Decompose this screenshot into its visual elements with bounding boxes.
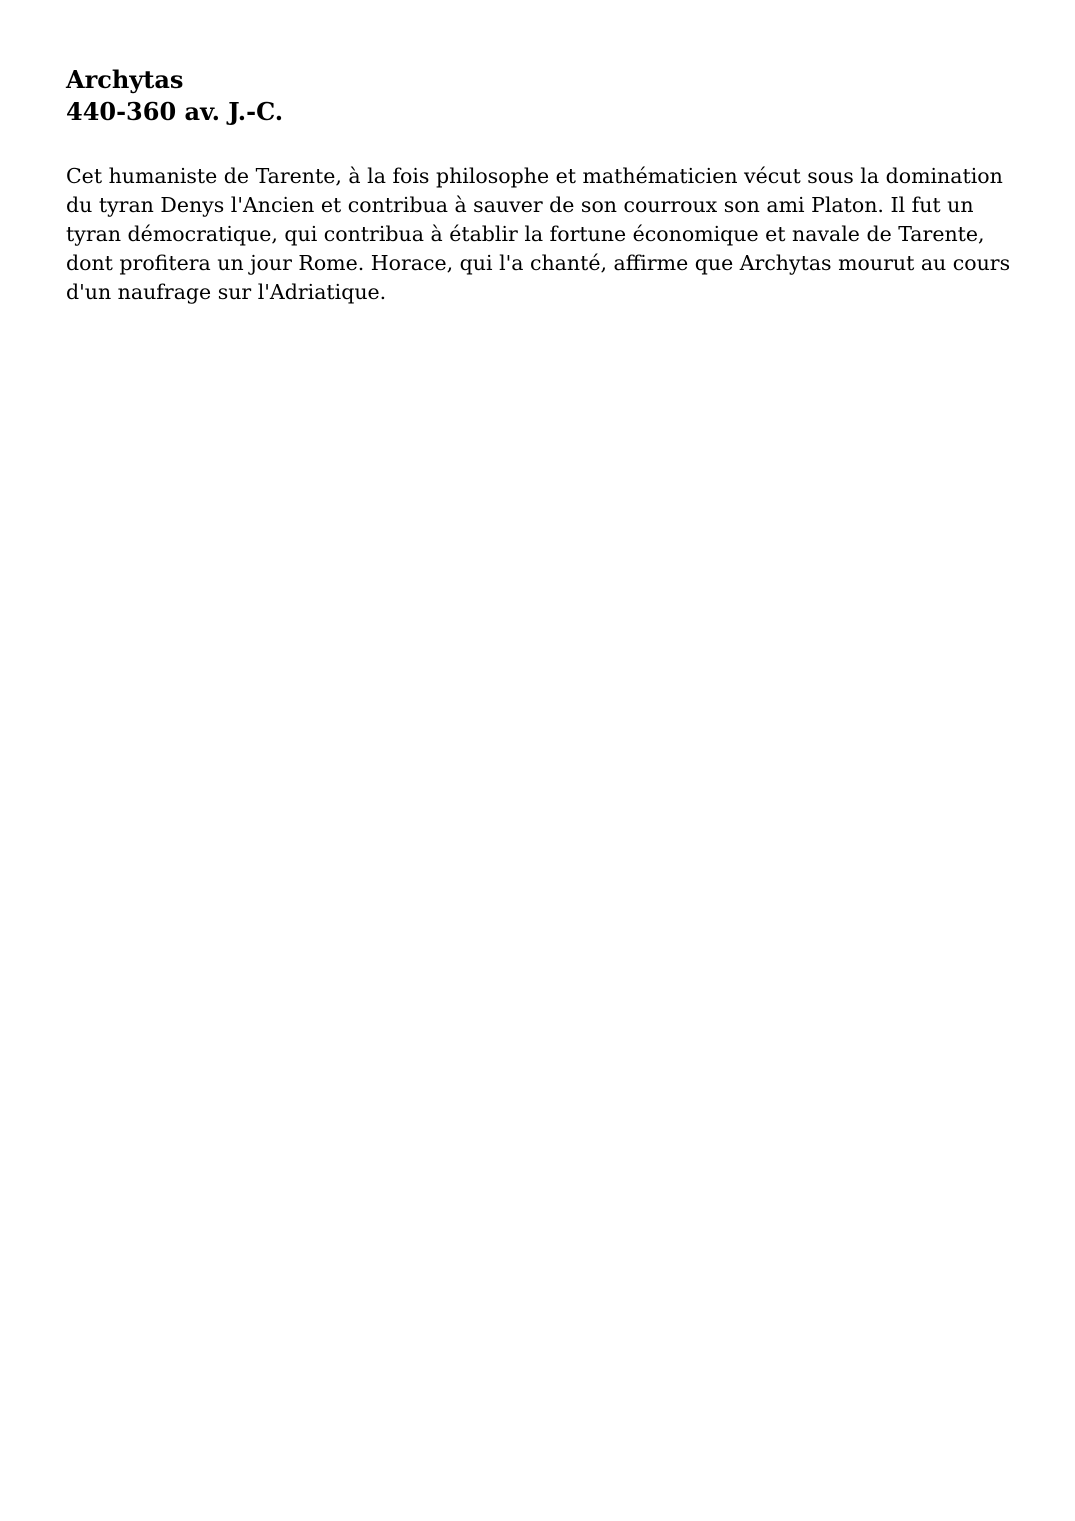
article-dates: 440-360 av. J.-C. [66,97,284,126]
document-page [66,64,1011,307]
article-paragraph: Cet humaniste de Tarente, à la fois philosophe et mathématicien vécut sous la domination du tyran Denys l'Ancien et contribua à sauver de son courroux son ami Platon. Il fut un tyran démocratique, qui contribua à établir la fortune économique et navale de Tarente, dont profitera un jour Rome. Horace, qui l'a chanté, affirme que Archytas mourut au cours d'un naufrage sur l'Adriatique. [66,164,1011,304]
article-title: Archytas [66,65,184,94]
